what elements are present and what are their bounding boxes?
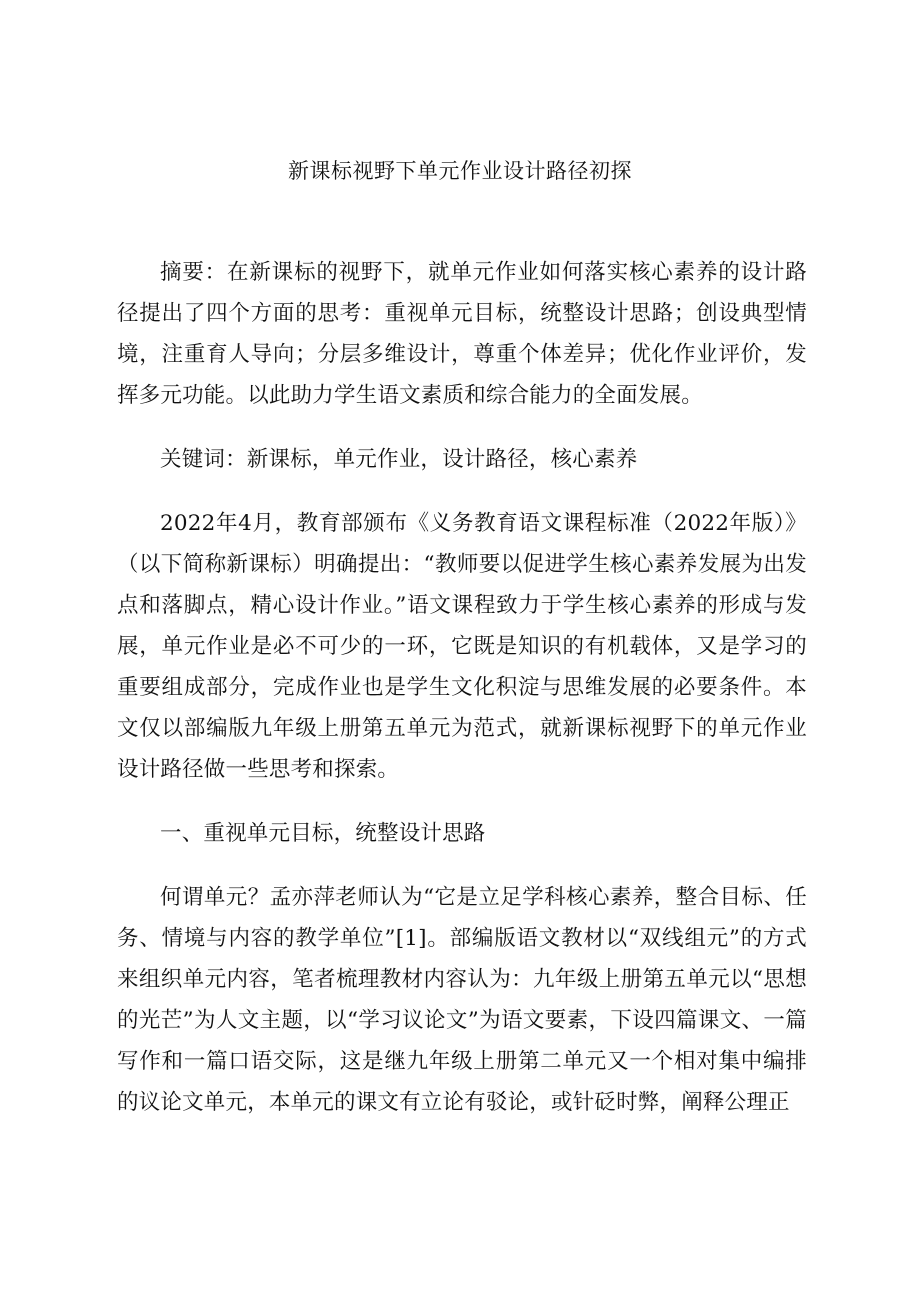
section-body-paragraph: 何谓单元？孟亦萍老师认为“它是立足学科核心素养，整合目标、任务、情境与内容的教学单位”[1]。部编版语文教材以“双线组元”的方式来组织单元内容，笔者梳理教材内容认为：九年级上册第五单元以“思想的光芒”为人文主题，以“学习议论文”为语文要素，下设四篇课文、一篇写作和一篇口语交际，这是继九年级上册第二单元又一个相对集中编排的议论文单元，本单元的课文有立论有驳论，或针砭时弊，阐释公理正 [117, 885, 807, 1115]
document-title: 新课标视野下单元作业设计路径初探 [288, 159, 632, 183]
section-heading: 一、重视单元目标，统整设计思路 [160, 821, 486, 846]
abstract-paragraph: 摘要：在新课标的视野下，就单元作业如何落实核心素养的设计路径提出了四个方面的思考：重视单元目标，统整设计思路；创设典型情境，注重育人导向；分层多维设计，尊重个体差异；优化作业评价，发挥多元功能。以此助力学生语文素质和综合能力的全面发展。 [117, 260, 807, 408]
intro-paragraph: 2022年4月，教育部颁布《义务教育语文课程标准（2022年版）》（以下简称新课标）明确提出：“教师要以促进学生核心素养发展为出发点和落脚点，精心设计作业。”语文课程致力于学生核心素养的形成与发展，单元作业是必不可少的一环，它既是知识的有机载体，又是学习的重要组成部分，完成作业也是学生文化积淀与思维发展的必要条件。本文仅以部编版九年级上册第五单元为范式，就新课标视野下的单元作业设计路径做一些思考和探索。 [117, 511, 807, 782]
document-body [117, 252, 807, 1146]
keywords-paragraph: 关键词：新课标，单元作业，设计路径，核心素养 [160, 447, 638, 472]
